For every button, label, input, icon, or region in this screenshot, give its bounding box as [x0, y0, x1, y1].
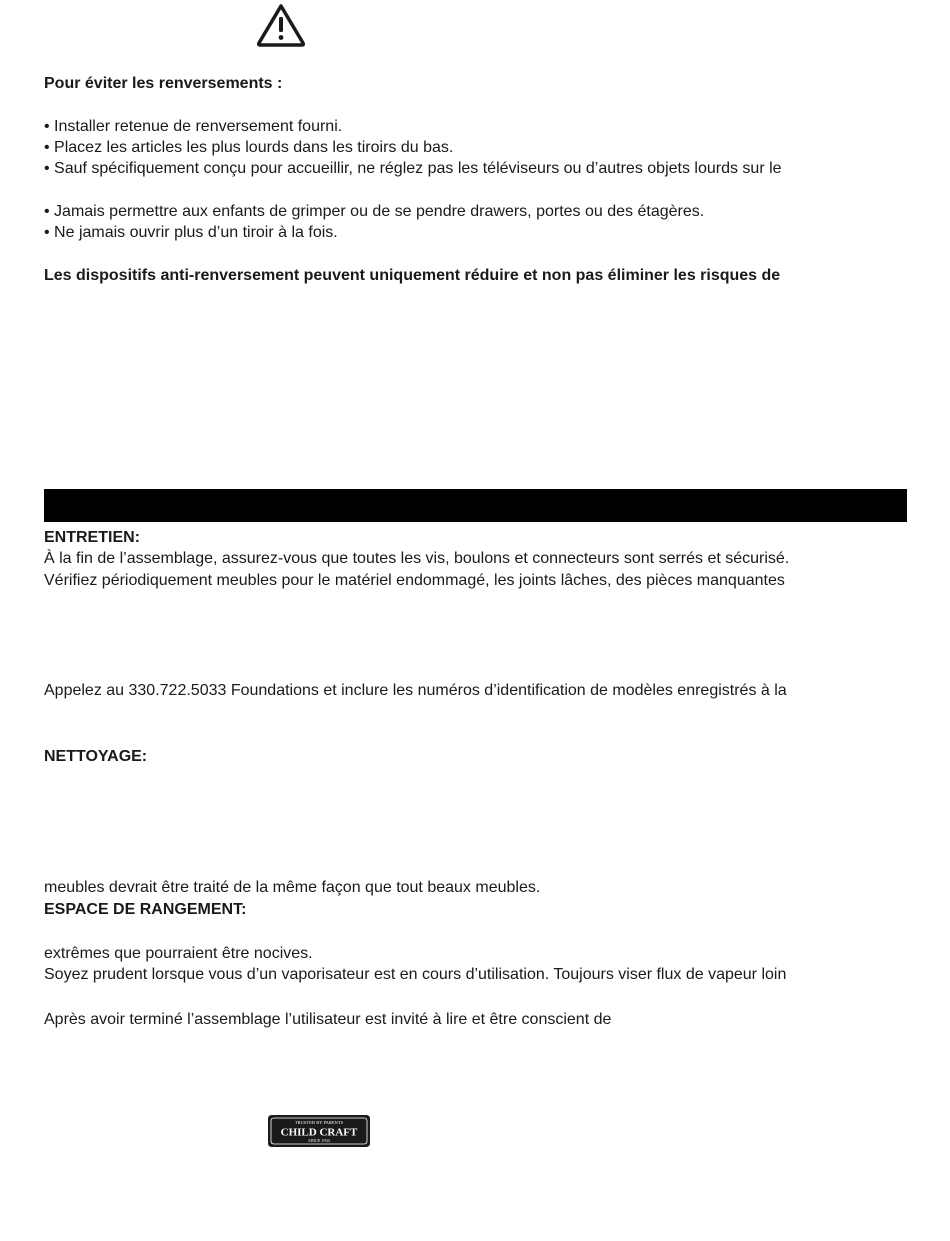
paragraph-line: Vérifiez périodiquement meubles pour le matériel endommagé, les joints lâches, des pièces manquantes	[44, 572, 785, 589]
bullet-item: • Ne jamais ouvrir plus d’un tiroir à la fois.	[44, 224, 338, 241]
warning-icon	[256, 3, 306, 47]
entretien-heading: ENTRETIEN:	[44, 529, 140, 546]
logo-tagline: TRUSTED BY PARENTS	[294, 1120, 344, 1125]
logo-brand: CHILD CRAFT	[280, 1126, 358, 1139]
bullet-item: • Sauf spécifiquement conçu pour accueillir, ne réglez pas les téléviseurs ou d’autres objets lourds sur le	[44, 160, 782, 177]
tipover-heading: Pour éviter les renversements :	[44, 75, 283, 92]
bullet-item: • Jamais permettre aux enfants de grimper ou de se pendre drawers, portes ou des étagères.	[44, 203, 705, 220]
paragraph-line: Après avoir terminé l’assemblage l’utilisateur est invité à lire et être conscient de	[44, 1011, 612, 1028]
child-craft-logo	[266, 1113, 372, 1149]
paragraph-line: À la fin de l’assemblage, assurez-vous que toutes les vis, boulons et connecteurs sont serrés et sécurisé.	[44, 550, 790, 567]
contact-line: Appelez au 330.722.5033 Foundations et inclure les numéros d’identification de modèles enregistrés à la	[44, 682, 787, 699]
bullet-item: • Installer retenue de renversement fourni.	[44, 118, 343, 135]
logo-since: SINCE 1934	[308, 1138, 330, 1143]
paragraph-line: extrêmes que pourraient être nocives.	[44, 945, 313, 962]
paragraph-line: Soyez prudent lorsque vous d’un vaporisateur est en cours d’utilisation. Toujours viser flux de vapeur loin	[44, 966, 787, 983]
rangement-heading: ESPACE DE RANGEMENT:	[44, 901, 247, 918]
nettoyage-heading: NETTOYAGE:	[44, 748, 148, 765]
tipover-warning: Les dispositifs anti-renversement peuvent uniquement réduire et non pas éliminer les risques de	[44, 267, 781, 284]
paragraph-line: meubles devrait être traité de la même façon que tout beaux meubles.	[44, 879, 541, 896]
bullet-item: • Placez les articles les plus lourds dans les tiroirs du bas.	[44, 139, 454, 156]
section-divider-band	[44, 489, 907, 522]
